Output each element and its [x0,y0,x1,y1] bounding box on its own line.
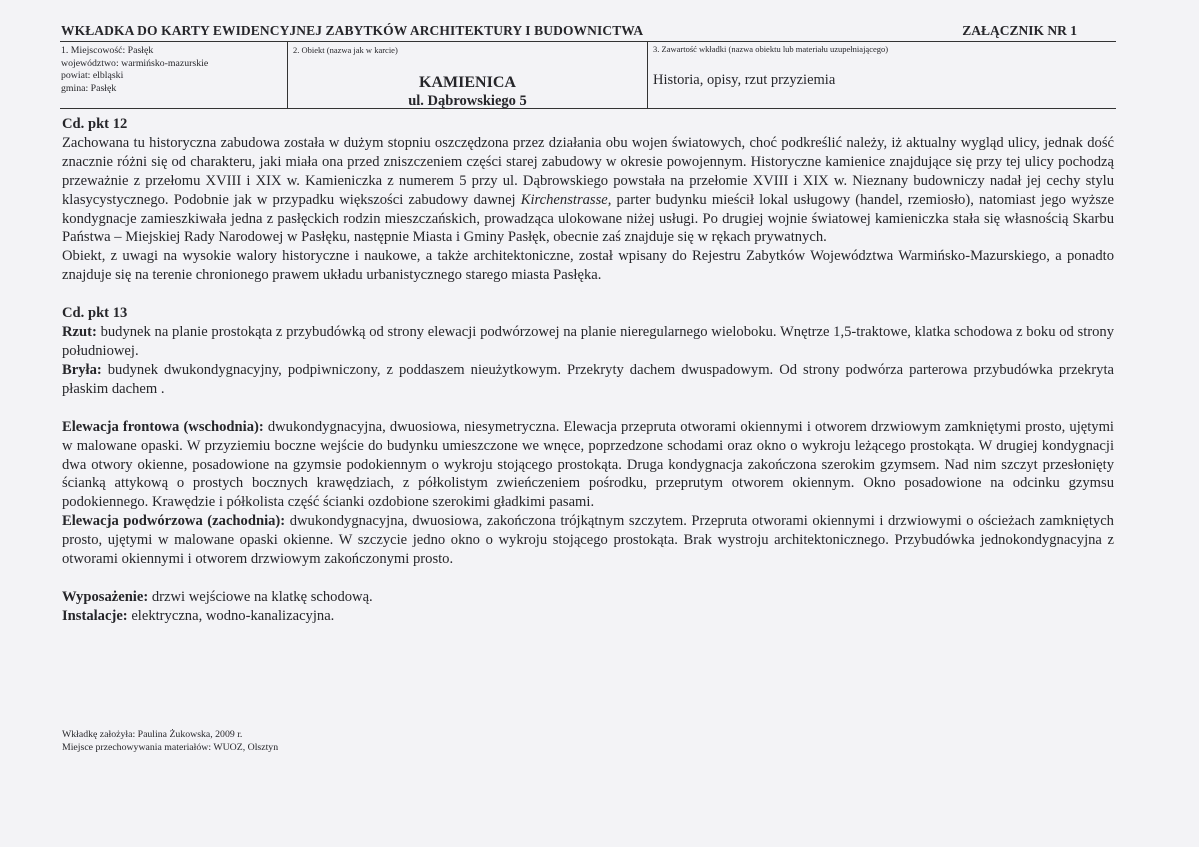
metadata-table [60,41,1116,109]
locality: 1. Miejscowość: Pasłęk [61,45,154,56]
contents-value: Historia, opisy, rzut przyziemia [653,72,836,88]
commune: gmina: Pasłęk [61,82,117,94]
history-text-a: Zachowana tu historyczna zabudowa została w dużym stopniu oszczędzona przez działania obu wojen światowych, choć podkreślić należy, iż aktualny wygląd ulicy, jednak dość znacznie różni się od charakteru, jaki miała ona przed zniszczeniem części starej zabudowy w okresie powojennym. Historyczne kamienice znajdujące się przy tej ulicy pochodzą przeważnie z przełomu XVIII i XIX w. Kamieniczka z numerem 5 przy ul. Dąbrowskiego powstała na przełomie XVIII i XIX w. Nieznany budowniczy nadał jej cechy stylu klasycystycznego. Podobnie jak w przypadku większości zabudowy dawnej [62,134,1114,208]
installations-text: elektryczna, wodno-kanalizacyjna. [127,607,335,624]
massing-paragraph [62,361,1114,399]
equipment-label: Wyposażenie: [62,588,149,605]
plan-text: budynek na planie prostokąta z przybudówką od strony elewacji podwórzowej na planie nieregularnego wieloboku. Wnętrze 1,5-traktowe, klatka schodowa z boku od strony południowej. [62,324,1114,359]
contents-cell [648,42,1116,108]
massing-text: budynek dwukondygnacyjny, podpiwniczony, z poddaszem nieużytkowym. Przekryty dachem dwuspadowym. Od strony podwórza parterowa przybudówka przekryta płaskim dachem . [62,361,1114,397]
object-cell [287,42,648,108]
voivodeship: województwo: warmińsko-mazurskie [61,57,209,69]
author-line: Wkładkę założyła: Paulina Żukowska, 2009 r. [62,729,243,740]
history-text-b: parter budynku mieścił lokal usługowy (handel, rzemiosło), natomiast jego wyższe kondygnacje zamieszkiwała jedna z pasłęckich rodzin mieszczańskich, prowadząca ulokowane niżej usługi. Po drugiej wojnie światowej kamieniczka stała się własnością Skarbu Państwa – Miejskiej Rady Narodowej w Pasłęku, następnie Miasta i Gminy Pasłęk, obecnie zaś znajduje się w rękach prywatnych. [62,191,1114,246]
object-name: KAMIENICA [419,74,516,91]
front-elevation-text: dwukondygnacyjna, dwuosiowa, niesymetryczna. Elewacja przepruta otworami okiennymi i otworem drzwiowym zamkniętymi prosto, ujętymi w malowane opaski. W przyziemiu boczne wejście do budynku umieszczone we wnęce, poprzedzone schodami oraz okno o wykroju leżącego prostokąta. W drugiej kondygnacji dwa otwory okienne, posadowione na gzymsie podokiennym o wykroju stojącego prostokąta. Druga kondygnacja zakończona szerokim gzymsem. Nad nim szczyt przesłonięty ścianką attykową o prostych bocznych krawędziach, z półkolistym zwieńczeniem pośrodku, przeprutym otworem okiennym. Okno posadowione na odcinku gzymsu podokiennego. Krawędzie i półkolista część ścianki ozdobione szerokimi gładkimi pasami. [62,418,1114,511]
rear-elevation-paragraph [62,512,1114,569]
front-elevation-label: Elewacja frontowa (wschodnia): [62,418,264,435]
section-12-paragraph-2: Obiekt, z uwagi na wysokie walory historyczne i naukowe, a także architektoniczne, został wpisany do Rejestru Zabytków Województwa Warmińsko-Mazurskiego, a ponadto znajduje się na terenie chronionego prawem układu urbanistycznego starego miasta Pasłęka. [62,248,1114,284]
storage-line: Miejsce przechowywania materiałów: WUOZ, Olsztyn [62,741,279,753]
object-label: 2. Obiekt (nazwa jak w karcie) [293,45,398,55]
section-12-heading: Cd. pkt 12 [62,116,128,132]
massing-label: Bryła: [62,361,102,378]
location-cell [60,42,287,108]
document-body [62,115,1114,626]
document-footer [62,729,278,755]
installations-paragraph [62,607,1114,626]
document-title: WKŁADKA DO KARTY EWIDENCYJNEJ ZABYTKÓW ARCHITEKTURY I BUDOWNICTWA [61,23,644,38]
plan-paragraph [62,323,1114,361]
front-elevation-paragraph [62,418,1114,513]
annex-label: ZAŁĄCZNIK NR 1 [962,23,1077,38]
equipment-text: drzwi wejściowe na klatkę schodową. [148,588,373,605]
object-address: ul. Dąbrowskiego 5 [408,93,527,109]
installations-label: Instalacje: [62,607,128,624]
section-12-paragraph-1 [62,134,1114,247]
plan-label: Rzut: [62,324,97,341]
section-13-heading: Cd. pkt 13 [62,305,128,322]
county: powiat: elbląski [61,70,124,82]
rear-elevation-text: dwukondygnacyjna, dwuosiowa, zakończona trójkątnym szczytem. Przepruta otworami okiennymi i drzwiowymi o ościeżach zamkniętych prosto, ujętymi w malowane opaski okienne. W szczycie jedno okno o wykroju stojącego prostokąta. Brak wystroju architektonicznego. Przybudówka jednokondygnacyjna z otworami okiennymi i otworem drzwiowym zakończonymi prosto. [62,513,1114,568]
equipment-paragraph [62,588,1114,607]
historic-street-name: Kirchenstrasse, [520,191,612,208]
contents-label: 3. Zawartość wkładki (nazwa obiektu lub materiału uzupełniającego) [653,44,889,54]
rear-elevation-label: Elewacja podwórzowa (zachodnia): [62,513,286,530]
